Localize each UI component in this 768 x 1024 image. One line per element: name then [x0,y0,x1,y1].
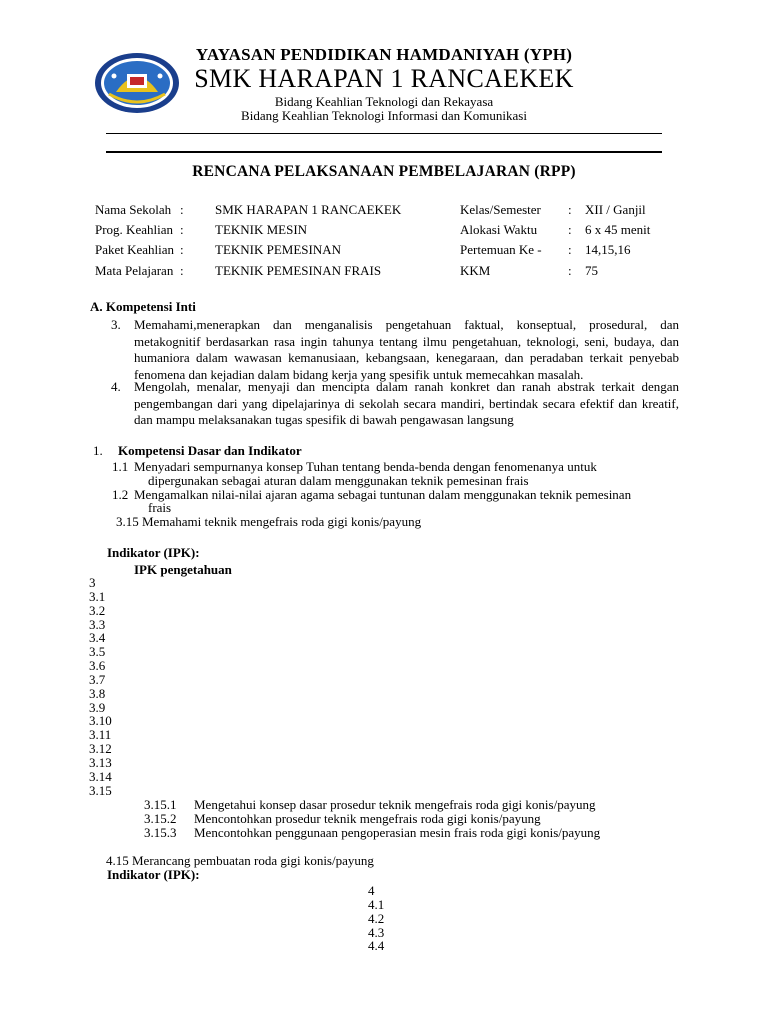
info-value: TEKNIK PEMESINAN [215,242,342,257]
info-label: Paket Keahlian [95,242,175,257]
outline-number: 3.5 [89,644,106,660]
ipk-item-text: Mengetahui konsep dasar prosedur teknik mengefrais roda gigi konis/payung [194,797,596,812]
outline-number: 3.1 [89,588,106,604]
info-label: Prog. Keahlian [95,222,173,237]
outline-number: 3.7 [89,671,106,687]
kd-item-number: 1.1 [112,459,129,474]
info-colon: : [568,222,572,237]
info-colon: : [568,242,572,257]
outline-number-list-4 [368,884,384,953]
outline-number: 3.4 [89,630,106,646]
outline-number: 3.11 [89,727,112,743]
ipk-item-text: Mencontohkan prosedur teknik mengefrais roda gigi konis/payung [194,811,541,826]
ki-heading: A. Kompetensi Inti [90,299,196,314]
ki-item-number: 3. [111,317,121,332]
kd-item-line: frais [148,500,172,515]
outline-number: 3.6 [89,658,106,674]
indikator-label: Indikator (IPK): [107,545,200,560]
foundation-name: YAYASAN PENDIDIKAN HAMDANIYAH (YPH) [195,45,573,64]
info-label: Kelas/Semester [460,202,541,217]
outline-number-list [89,576,112,798]
ki-item-number: 4. [111,379,121,394]
outline-number: 3.13 [89,754,112,770]
ipk-pengetahuan-label: IPK pengetahuan [134,562,232,577]
outline-number: 4.2 [368,910,385,926]
header-divider-thick [106,151,662,153]
outline-number: 3.12 [89,741,112,757]
header-divider-thin [106,133,662,134]
outline-number: 4.1 [368,896,385,912]
outline-number: 3.15 [89,782,112,798]
info-value: SMK HARAPAN 1 RANCAEKEK [215,202,402,217]
info-value: TEKNIK MESIN [215,222,308,237]
outline-number: 4.4 [368,938,385,954]
info-colon: : [568,263,572,278]
field-line-1: Bidang Keahlian Teknologi dan Rekayasa [274,94,494,109]
outline-number: 4.3 [368,924,385,940]
info-value: 75 [585,263,598,278]
info-value: 14,15,16 [585,242,631,257]
kd-4-15: 4.15 Merancang pembuatan roda gigi konis/payung [106,853,374,868]
info-label: Alokasi Waktu [460,222,538,237]
kd-3-15: 3.15 Memahami teknik mengefrais roda gigi konis/payung [116,514,422,529]
info-colon: : [568,202,572,217]
info-value: XII / Ganjil [585,202,646,217]
info-colon: : [180,222,184,237]
kd-item-line: dipergunakan sebagai aturan dalam menggunakan teknik pemesinan frais [148,473,529,488]
kd-heading: Kompetensi Dasar dan Indikator [118,443,302,458]
outline-number: 4 [368,883,375,898]
info-value: 6 x 45 menit [585,222,651,237]
info-label: Pertemuan Ke - [460,242,542,257]
indikator-label-2: Indikator (IPK): [107,867,200,882]
kd-item-line: Mengamalkan nilai-nilai ajaran agama sebagai tuntunan dalam menggunakan teknik pemesinan [134,487,632,502]
kd-item-line: Menyadari sempurnanya konsep Tuhan tentang benda-benda dengan fenomenanya untuk [134,459,597,474]
info-label: KKM [460,263,491,278]
outline-number: 3.10 [89,713,112,729]
ki-item-text: Memahami,menerapkan dan menganalisis pengetahuan faktual, konseptual, prosedural, dan metakognitif berdasarkan rasa ingin tahunya tentang ilmu pengetahuan, teknologi, seni, budaya, dan humaniora dalam wawasan kemanusiaan, kebangsaan, kenegaraan, dan peradaban terkait penyebab fenomena dan kejadian dalam bidang kerja yang spesifik untuk memecahkan masalah. [134,317,679,382]
info-label: Nama Sekolah [95,202,172,217]
kd-number: 1. [93,443,103,458]
info-label: Mata Pelajaran [95,263,174,278]
info-colon: : [180,263,184,278]
outline-number: 3.3 [89,616,106,632]
document-title: RENCANA PELAKSANAAN PEMBELAJARAN (RPP) [192,163,576,180]
ipk-item-number: 3.15.2 [144,811,177,826]
outline-number: 3.14 [89,768,112,784]
ipk-item-number: 3.15.3 [144,825,177,840]
ipk-item-number: 3.15.1 [144,797,177,812]
outline-number: 3.2 [89,602,106,618]
info-value: TEKNIK PEMESINAN FRAIS [215,263,382,278]
outline-number: 3.8 [89,685,106,701]
info-colon: : [180,242,184,257]
school-name: SMK HARAPAN 1 RANCAEKEK [194,64,574,93]
info-colon: : [180,202,184,217]
field-line-2: Bidang Keahlian Teknologi Informasi dan Komunikasi [241,108,527,123]
outline-number: 3 [89,575,96,590]
ki-item-text: Mengolah, menalar, menyaji dan mencipta dalam ranah konkret dan ranah abstrak terkait dengan pengembangan dari yang dipelajarinya di sekolah secara mandiri, bertindak secara efektif dan kreatif, dan mampu melaksanakan tugas spesifik di bawah pengawasan langsung [134,379,679,427]
kd-item-number: 1.2 [112,487,129,502]
ipk-item-text: Mencontohkan penggunaan pengoperasian mesin frais roda gigi konis/payung [194,825,601,840]
outline-number: 3.9 [89,699,106,715]
